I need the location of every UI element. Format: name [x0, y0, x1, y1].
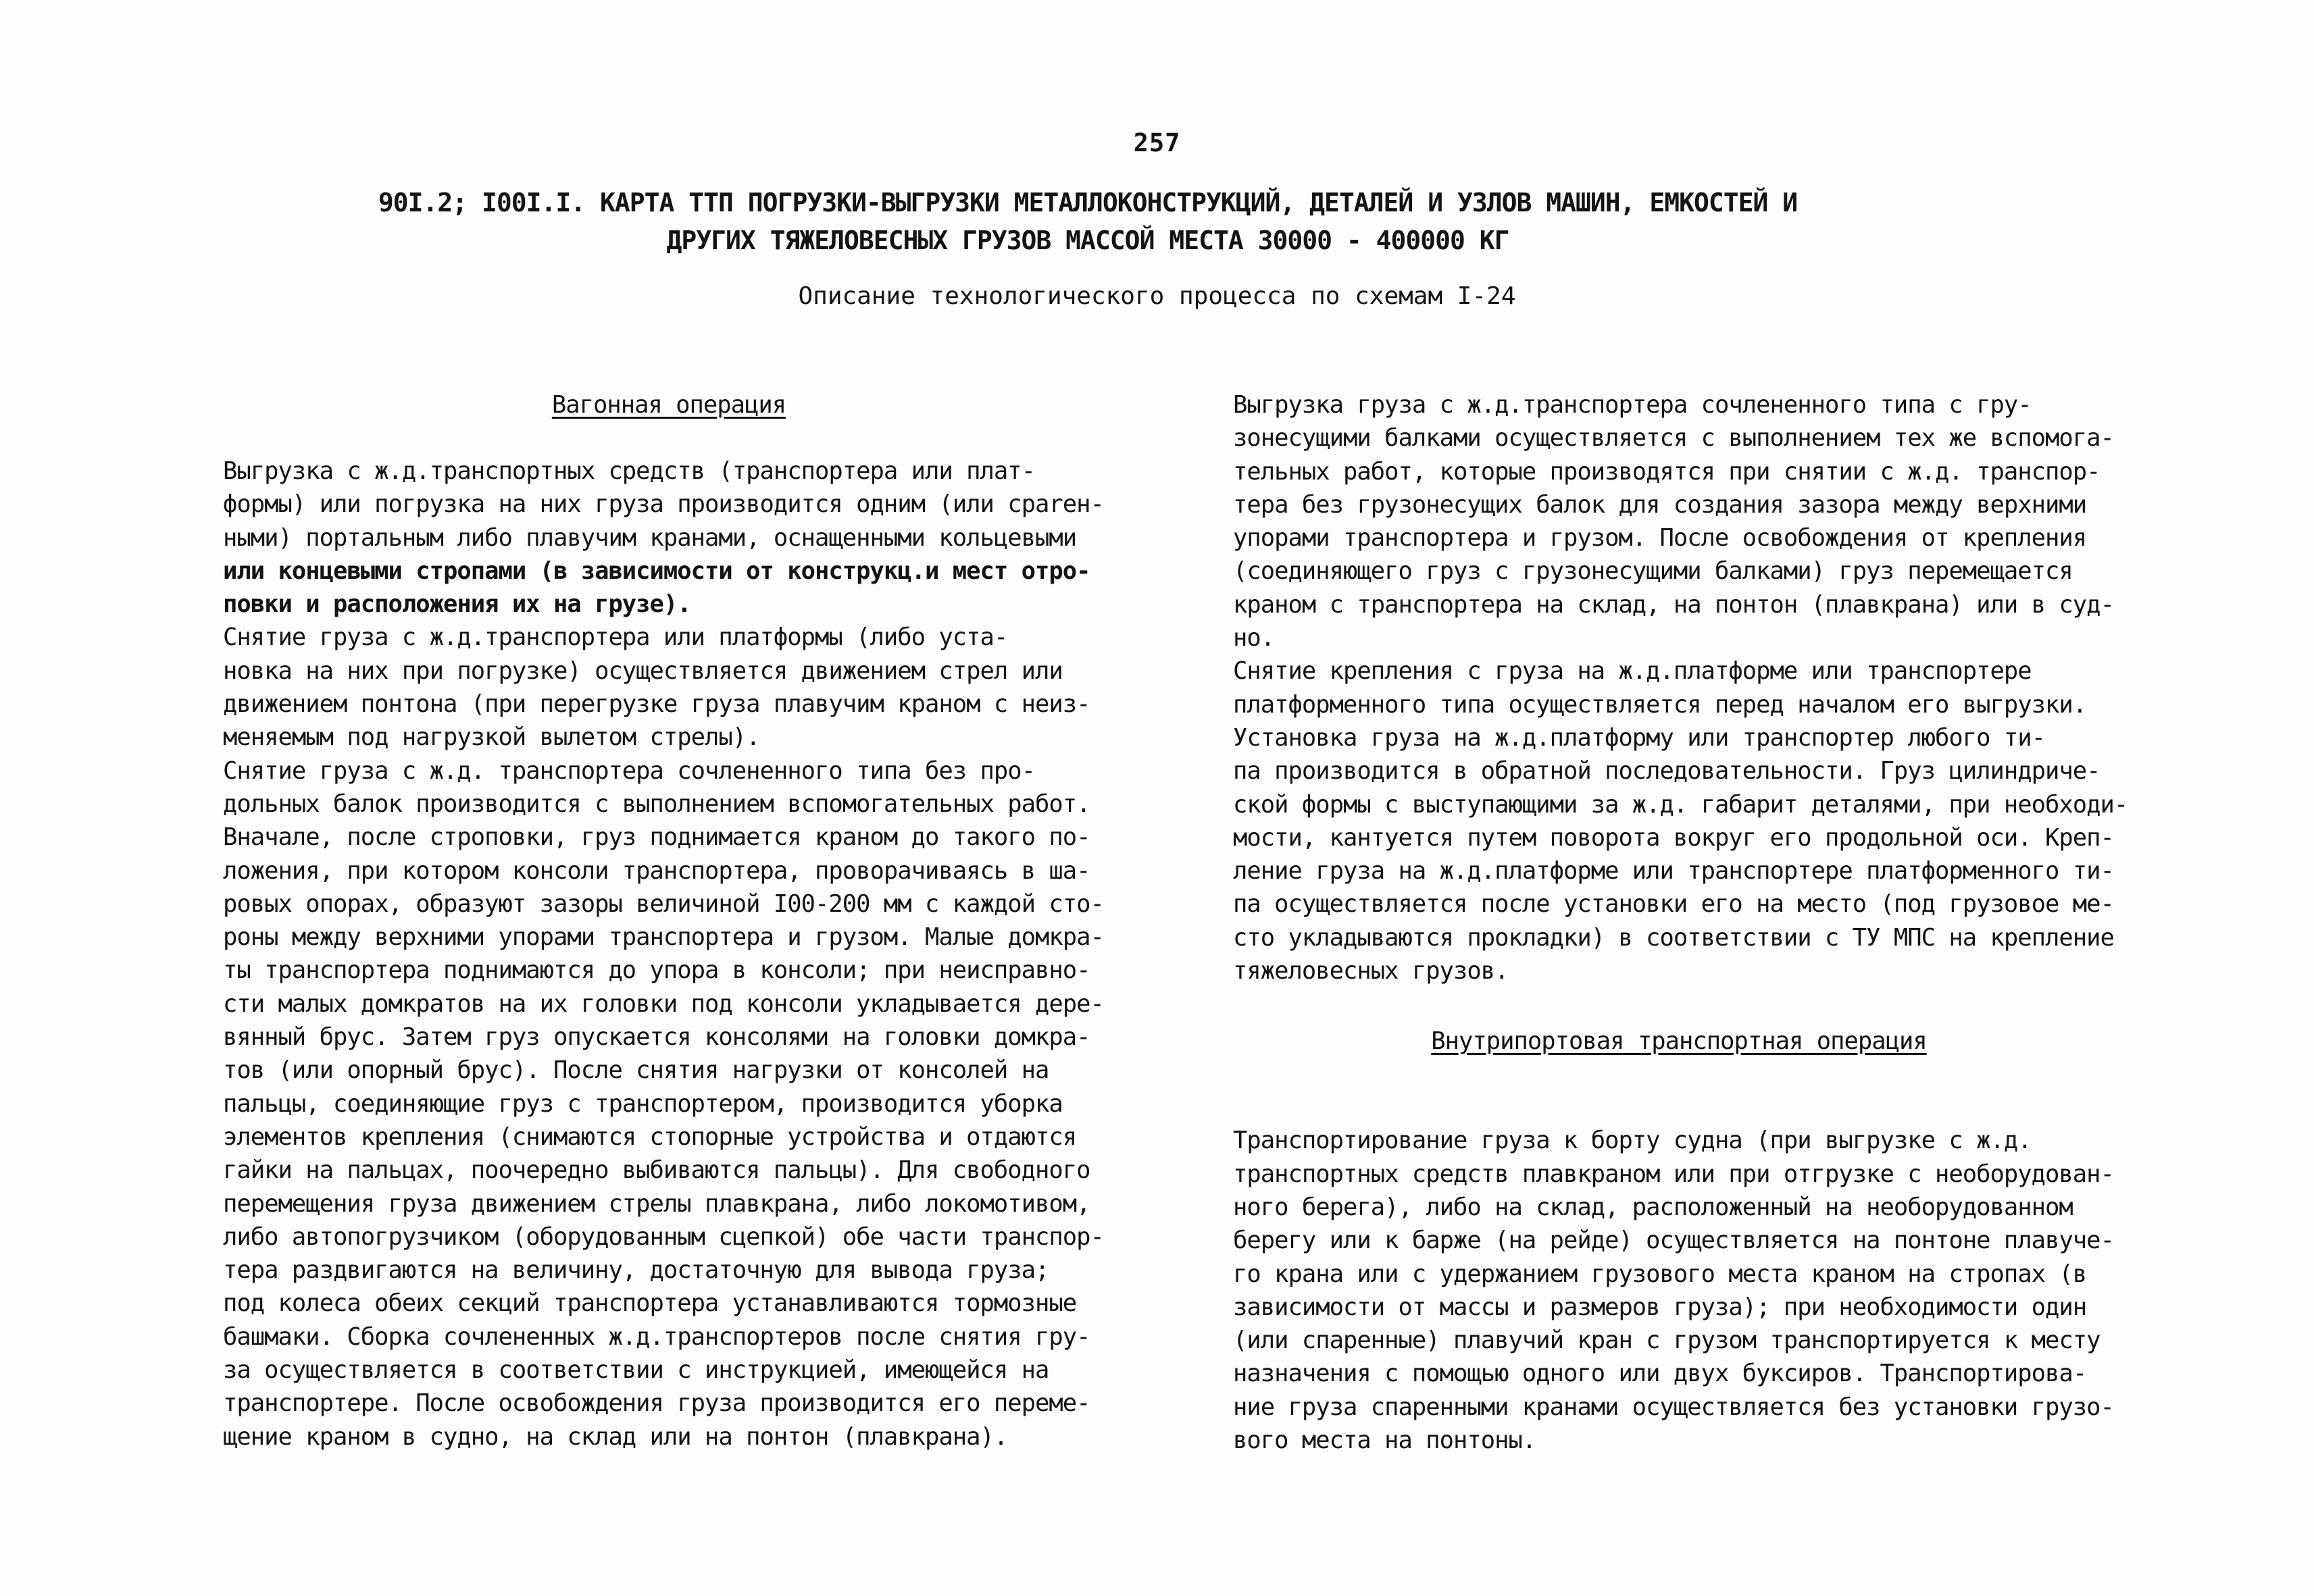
section-heading-wagon-operation: Вагонная операция: [551, 391, 786, 419]
text-line: зависимости от массы и размеров груза); при необходимости один: [1233, 1293, 2087, 1321]
text-line: го крана или с удержанием грузового места краном на стропах (в: [1233, 1260, 2087, 1288]
title-line: ДРУГИХ ТЯЖЕЛОВЕСНЫХ ГРУЗОВ МАССОЙ МЕСТА 30000 - 400000 КГ: [666, 226, 1509, 255]
text-line: ты транспортера поднимаются до упора в консоли; при неисправно-: [223, 956, 1090, 985]
text-line: новка на них при погрузке) осуществляется движением стрел или: [223, 657, 1063, 685]
text-line: элементов крепления (снимаются стопорные устройства и отдаются: [223, 1123, 1077, 1151]
text-line: дольных балок производится с выполнением вспомогательных работ.: [223, 790, 1090, 818]
text-line: формы) или погрузка на них груза производится одним (или сparен-: [223, 490, 1104, 519]
text-line: краном с транспортера на склад, на понтон (плавкрана) или в суд-: [1233, 590, 2114, 619]
text-line: за осуществляется в соответствии с инструкцией, имеющейся на: [223, 1356, 1049, 1385]
right-column: [1233, 388, 2128, 1457]
text-line: (или спаренные) плавучий кран с грузом транспортируется к месту: [1233, 1327, 2101, 1355]
title-line: 90I.2; I00I.I. КАРТА ТТП ПОГРУЗКИ-ВЫГРУЗКИ МЕТАЛЛОКОНСТРУКЦИЙ, ДЕТАЛЕЙ И УЗЛОВ МАШИН, ЕМКОСТЕЙ И: [378, 188, 1798, 217]
text-line: транспортере. После освобождения груза производится его переме-: [223, 1389, 1090, 1418]
paragraph: [223, 754, 1115, 1453]
page-number: 257: [1133, 128, 1181, 157]
text-line: па производится в обратной последовательности. Груз цилиндриче-: [1233, 757, 2101, 786]
paragraph: [1233, 654, 2125, 721]
text-line: тов (или опорный брус). После снятия нагрузки от консолей на: [223, 1056, 1049, 1085]
text-line: ными) портальным либо плавучим кранами, оснащенными кольцевыми: [223, 523, 1077, 552]
text-line: па осуществляется после установки его на место (под грузовое ме-: [1233, 890, 2114, 919]
paragraph: [223, 455, 1115, 621]
text-line: ние груза спаренными кранами осуществляется без установки грузо-: [1233, 1393, 2114, 1421]
text-line: но.: [1233, 624, 1275, 652]
text-line: упорами транспортера и грузом. После освобождения от крепления: [1233, 524, 2087, 552]
text-line: Снятие груза с ж.д. транспортера сочлененного типа без про-: [223, 756, 1035, 785]
text-line: Выгрузка с ж.д.транспортных средств (транспортера или плат-: [223, 457, 1035, 485]
text-line: тяжеловесных грузов.: [1233, 957, 1509, 985]
text-line: перемещения груза движением стрелы плавкрана, либо локомотивом,: [223, 1189, 1090, 1218]
text-line: вянный брус. Затем груз опускается консолями на головки домкра-: [223, 1023, 1090, 1052]
text-line: роны между верхними упорами транспортера и грузом. Малые домкра-: [223, 923, 1104, 952]
text-line: сто укладываются прокладки) в соответствии с ТУ МПС на крепление: [1233, 923, 2114, 952]
text-line: меняемым под нагрузкой вылетом стрелы).: [223, 723, 760, 752]
text-line: платформенного типа осуществляется перед началом его выгрузки.: [1233, 690, 2087, 719]
text-line: ровых опорах, образуют зазоры величиной I00-200 мм с каждой сто-: [223, 890, 1104, 918]
text-line: Снятие груза с ж.д.транспортера или платформы (либо уста-: [223, 623, 1008, 652]
document-title: [270, 184, 1905, 259]
text-line: Транспортирование груза к борту судна (при выгрузке с ж.д.: [1233, 1127, 2032, 1155]
text-line: Вначале, после строповки, груз поднимается краном до такого по-: [223, 823, 1090, 852]
text-line: транспортных средств плавкраном или при отгрузке с необорудован-: [1233, 1160, 2114, 1188]
text-line: щение краном в судно, на склад или на понтон (плавкрана).: [223, 1422, 1008, 1451]
text-line: ление груза на ж.д.платформе или транспортере платформенного ти-: [1233, 857, 2114, 885]
text-line: гайки на пальцах, поочередно выбиваются пальцы). Для свободного: [223, 1156, 1090, 1185]
text-line: башмаки. Сборка сочлененных ж.д.транспортеров после снятия гру-: [223, 1322, 1090, 1351]
section-heading-port-transport-operation: Внутрипортовая транспортная операция: [1431, 1027, 1927, 1056]
paragraph: [1233, 1124, 2125, 1457]
text-line: повки и расположения их на грузе).: [223, 590, 691, 619]
paragraph: [1233, 388, 2125, 654]
text-line: вого места на понтоны.: [1233, 1426, 1536, 1455]
text-line: берегу или к барже (на рейде) осуществляется на понтоне плавуче-: [1233, 1227, 2114, 1255]
text-line: тера без грузонесущих балок для создания зазора между верхними: [1233, 490, 2087, 519]
text-line: (соединяющего груз с грузонесущими балками) груз перемещается: [1233, 557, 2073, 586]
text-line: назначения с помощью одного или двух буксиров. Транспортирова-: [1233, 1360, 2087, 1388]
text-line: Установка груза на ж.д.платформу или транспортер любого ти-: [1233, 723, 2045, 752]
text-line: либо автопогрузчиком (оборудованным сцепкой) обе части транспор-: [223, 1222, 1104, 1251]
paragraph: [1233, 721, 2128, 987]
text-line: или концевыми стропами (в зависимости от конструкц.и мест отро-: [223, 557, 1090, 585]
text-line: пальцы, соединяющие груз с транспортером, производится уборка: [223, 1089, 1063, 1118]
text-line: мости, кантуется путем поворота вокруг его продольной оси. Креп-: [1233, 823, 2114, 852]
text-line: тельных работ, которые производятся при снятии с ж.д. транспор-: [1233, 457, 2101, 486]
text-line: ской формы с выступающими за ж.д. габарит деталями, при необходи-: [1233, 790, 2128, 819]
left-column: [223, 388, 1115, 1453]
text-line: ложения, при котором консоли транспортера, проворачиваясь в ша-: [223, 856, 1090, 885]
paragraph: [223, 621, 1115, 754]
document-subtitle: Описание технологического процесса по схемам I-24: [798, 282, 1516, 310]
text-line: зонесущими балками осуществляется с выполнением тех же вспомога-: [1233, 424, 2114, 453]
text-line: Снятие крепления с груза на ж.д.платформе или транспортере: [1233, 657, 2032, 686]
text-line: ного берега), либо на склад, расположенный на необорудованном: [1233, 1193, 2073, 1221]
text-line: тера раздвигаются на величину, достаточную для вывода груза;: [223, 1256, 1049, 1285]
text-line: движением понтона (при перегрузке груза плавучим краном с неиз-: [223, 690, 1090, 719]
text-line: под колеса обеих секций транспортера устанавливаются тормозные: [223, 1289, 1077, 1318]
text-line: сти малых домкратов на их головки под консоли укладывается дере-: [223, 989, 1104, 1018]
text-line: Выгрузка груза с ж.д.транспортера сочлененного типа с гру-: [1233, 391, 2032, 419]
